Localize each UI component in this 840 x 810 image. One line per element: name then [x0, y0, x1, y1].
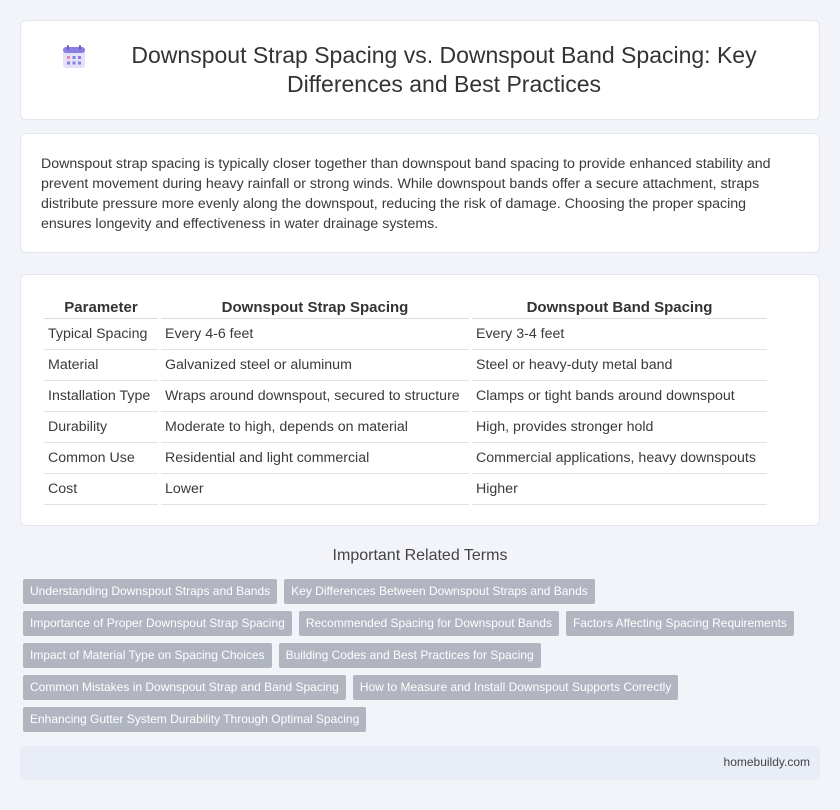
table-cell: Every 3-4 feet [472, 319, 767, 350]
summary-card [20, 133, 820, 253]
column-header-parameter: Parameter [44, 295, 158, 319]
table-cell: Material [44, 350, 158, 381]
related-term-tag[interactable]: Factors Affecting Spacing Requirements [566, 611, 794, 636]
table-cell: Cost [44, 474, 158, 505]
table-cell: Clamps or tight bands around downspout [472, 381, 767, 412]
table-cell: Durability [44, 412, 158, 443]
footer [20, 746, 820, 780]
related-term-tag[interactable]: Key Differences Between Downspout Straps and Bands [284, 579, 595, 604]
table-row [44, 350, 767, 381]
summary-text: Downspout strap spacing is typically closer together than downspout band spacing to provide enhanced stability and prevent movement during heavy rainfall or strong winds. While downspout bands offer a secure attachment, straps distribute pressure more evenly along the downspout, reducing the risk of damage. Choosing the proper spacing ensures longevity and effectiveness in water drainage systems. [41, 156, 771, 232]
table-cell: Wraps around downspout, secured to structure [161, 381, 469, 412]
related-term-tag[interactable]: Recommended Spacing for Downspout Bands [299, 611, 559, 636]
related-term-tag[interactable]: Importance of Proper Downspout Strap Spacing [23, 611, 292, 636]
table-cell: Residential and light commercial [161, 443, 469, 474]
related-term-tag[interactable]: Enhancing Gutter System Durability Through Optimal Spacing [23, 707, 366, 732]
table-cell: Common Use [44, 443, 158, 474]
column-header-band-spacing: Downspout Band Spacing [472, 295, 767, 319]
calendar-icon [61, 44, 87, 70]
table-cell: Steel or heavy-duty metal band [472, 350, 767, 381]
table-cell: Commercial applications, heavy downspouts [472, 443, 767, 474]
column-header-strap-spacing: Downspout Strap Spacing [161, 295, 469, 319]
related-term-tag[interactable]: Understanding Downspout Straps and Bands [23, 579, 277, 604]
table-cell: Installation Type [44, 381, 158, 412]
title-card [20, 20, 820, 120]
table-row [44, 319, 767, 350]
related-term-tag[interactable]: Impact of Material Type on Spacing Choices [23, 643, 272, 668]
table-header-row [44, 295, 767, 319]
table-cell: Moderate to high, depends on material [161, 412, 469, 443]
table-cell: Every 4-6 feet [161, 319, 469, 350]
comparison-table-card [20, 274, 820, 526]
table-row [44, 443, 767, 474]
related-term-tag[interactable]: Building Codes and Best Practices for Spacing [279, 643, 541, 668]
table-row [44, 412, 767, 443]
table-cell: Lower [161, 474, 469, 505]
table-cell: High, provides stronger hold [472, 412, 767, 443]
related-terms-title: Important Related Terms [332, 547, 508, 564]
table-row [44, 474, 767, 505]
page-title: Downspout Strap Spacing vs. Downspout Band Spacing: Key Differences and Best Practices [131, 42, 757, 97]
footer-site-link[interactable]: homebuildy.com [723, 755, 810, 769]
related-terms-list [23, 579, 823, 739]
comparison-table [41, 295, 770, 505]
table-row [44, 381, 767, 412]
table-cell: Typical Spacing [44, 319, 158, 350]
related-term-tag[interactable]: Common Mistakes in Downspout Strap and Band Spacing [23, 675, 346, 700]
related-term-tag[interactable]: How to Measure and Install Downspout Supports Correctly [353, 675, 678, 700]
table-cell: Higher [472, 474, 767, 505]
table-cell: Galvanized steel or aluminum [161, 350, 469, 381]
